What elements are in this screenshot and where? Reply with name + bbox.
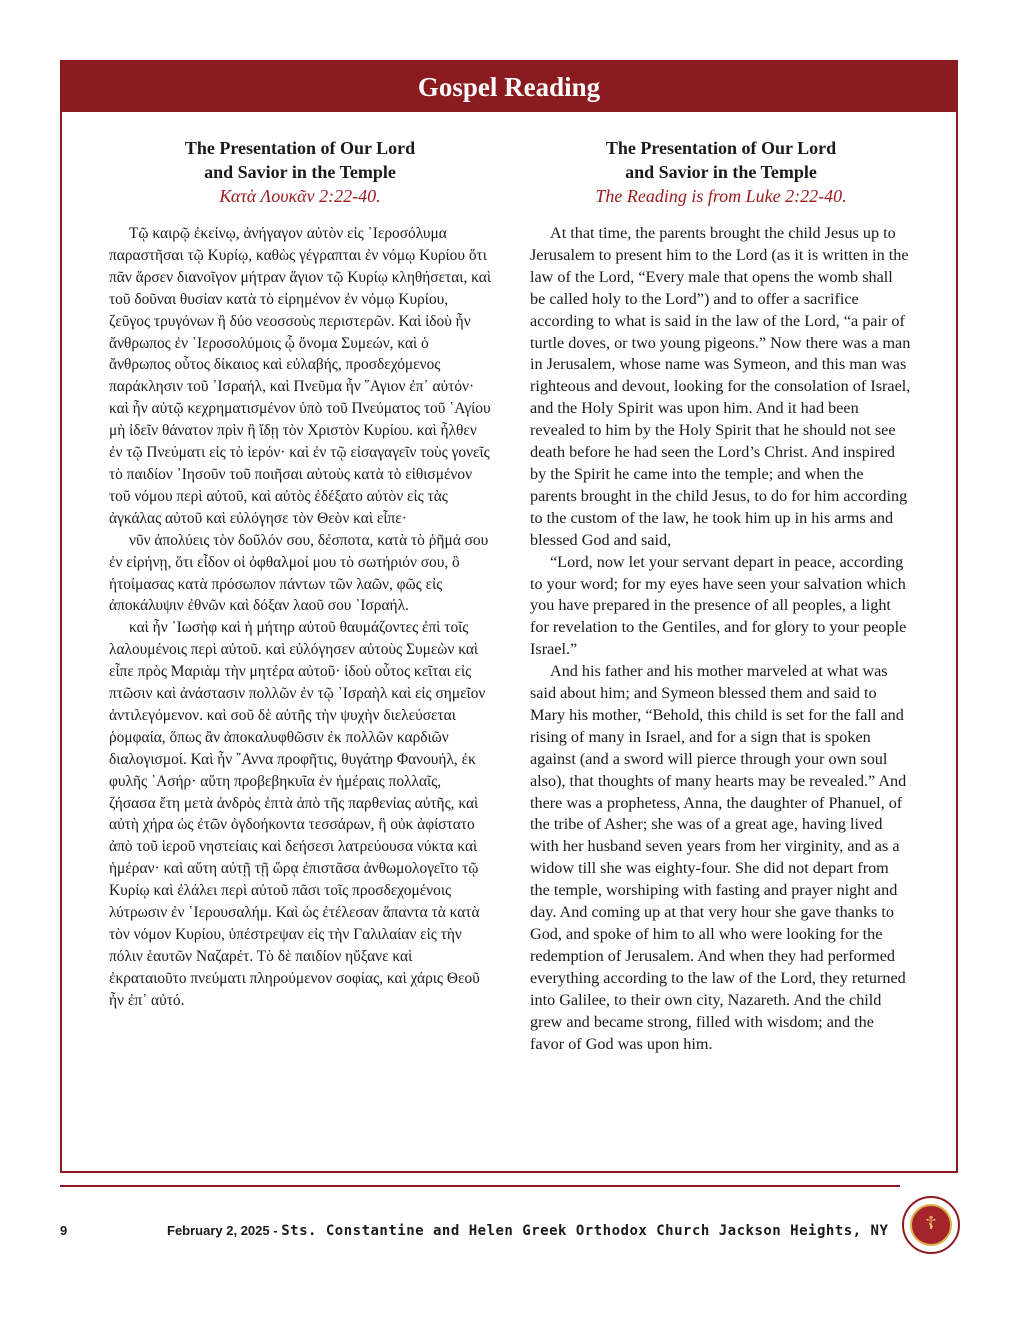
greek-paragraph: Τῷ καιρῷ ἐκείνῳ, ἀνήγαγον αὐτὸν εἰς ῾Ιεροσόλυμα παραστῆσαι τῷ Κυρίῳ, καθὼς γέγραπται ἐν νόμῳ Κυρίου ὅτι πᾶν ἄρσεν διανοῖγον μήτραν ἅγιον τῷ Κυρίῳ κληθήσεται, καὶ τοῦ δοῦναι θυσίαν κατὰ τὸ εἰρημένον ἐν νόμῳ Κυρίου, ζεῦγος τρυγόνων ἢ δύο νεοσσοὺς περιστερῶν. Καὶ ἰδοὺ ἦν ἄνθρωπος ἐν ῾Ιεροσολύμοις ᾧ ὄνομα Συμεών, καὶ ὁ ἄνθρωπος οὗτος δίκαιος καὶ εὐλαβής, προσδεχόμενος παράκλησιν τοῦ ᾿Ισραήλ, καὶ Πνεῦμα ἦν ῞Αγιον ἐπ᾿ αὐτόν· καὶ ἦν αὐτῷ κεχρηματισμένον ὑπὸ τοῦ Πνεύματος τοῦ ῾Αγίου μὴ ἰδεῖν θάνατον πρὶν ἢ ἴδῃ τὸν Χριστὸν Κυρίου. καὶ ἦλθεν ἐν τῷ Πνεύματι εἰς τὸ ἱερόν· καὶ ἐν τῷ εἰσαγαγεῖν τοὺς γονεῖς τὸ παιδίον ᾿Ιησοῦν τοῦ ποιῆσαι αὐτοὺς κατὰ τὸ εἰθισμένον τοῦ νόμου περὶ αὐτοῦ, καὶ αὐτὸς ἐδέξατο αὐτὸν εἰς τὰς ἀγκάλας αὐτοῦ καὶ εὐλόγησε τὸν Θεὸν καὶ εἶπε· <box>109 225 491 527</box>
greek-heading-line1: The Presentation of Our Lord <box>184 138 416 158</box>
english-reference: The Reading is from Luke 2:22-40. <box>595 186 847 206</box>
greek-heading-line2: and Savior in the Temple <box>204 162 396 182</box>
gospel-frame <box>60 60 958 1173</box>
page-title: Gospel Reading <box>62 62 956 112</box>
english-text <box>530 223 912 1055</box>
english-heading <box>530 136 912 208</box>
english-column <box>530 136 912 1055</box>
footer-date: February 2, 2025 <box>167 1223 270 1238</box>
english-heading-line2: and Savior in the Temple <box>625 162 817 182</box>
page-number: 9 <box>60 1223 68 1238</box>
footer-line <box>167 1223 888 1239</box>
greek-heading <box>109 136 491 208</box>
footer-separator: - <box>273 1223 278 1238</box>
greek-text <box>109 223 491 1012</box>
footer-divider <box>60 1185 900 1187</box>
english-paragraph: At that time, the parents brought the child Jesus up to Jerusalem to present him to the Lord (as it is written in the law of the Lord, “Every male that opens the womb shall be called holy to the Lord”) and to offer a sacrifice according to what is said in the law of the Lord, “a pair of turtle doves, or two young pigeons.” Now there was a man in Jerusalem, whose name was Symeon, and this man was righteous and devout, looking for the consolation of Israel, and the Holy Spirit was upon him. And it had been revealed to him by the Holy Spirit that he should not see death before he had seen the Lord’s Christ. And inspired by the Spirit he came into the temple; and when the parents brought in the child Jesus, to do for him according to the custom of the law, he took him up in his arms and blessed God and said, <box>530 224 911 549</box>
greek-reference: Κατὰ Λουκᾶν 2:22-40. <box>219 186 381 206</box>
english-paragraph: And his father and his mother marveled at what was said about him; and Symeon blessed them and said to Mary his mother, “Behold, this child is set for the fall and rising of many in Israel, and for a sign that is spoken against (and a sword will pierce through your own soul also), that thoughts of many hearts may be revealed.” And there was a prophetess, Anna, the daughter of Phanuel, of the tribe of Asher; she was of a great age, having lived with her husband seven years from her virginity, and as a widow till she was eighty-four. She did not depart from the temple, worshiping with fasting and prayer night and day. And coming up at that very hour she gave thanks to God, and spoke of him to all who were looking for the redemption of Jerusalem. And when they had performed everything according to the law of the Lord, they returned into Galilee, to their own city, Nazareth. And the child grew and became strong, filled with wisdom; and the favor of God was upon him. <box>530 662 907 1053</box>
church-seal-icon: ☦ <box>902 1196 960 1254</box>
english-heading-line1: The Presentation of Our Lord <box>605 138 837 158</box>
english-paragraph: “Lord, now let your servant depart in peace, according to your word; for my eyes have seen your salvation which you have prepared in the presence of all peoples, a light for revelation to the Gentiles, and for glory to your people Israel.” <box>530 552 907 659</box>
greek-paragraph: νῦν ἀπολύεις τὸν δοῦλόν σου, δέσποτα, κατὰ τὸ ῥῆμά σου ἐν εἰρήνῃ, ὅτι εἶδον οἱ ὀφθαλμοί μου τὸ σωτήριόν σου, ὃ ἡτοίμασας κατὰ πρόσωπον πάντων τῶν λαῶν, φῶς εἰς ἀποκάλυψιν ἐθνῶν καὶ δόξαν λαοῦ σου ᾿Ισραήλ. <box>109 531 489 615</box>
greek-column <box>109 136 491 1012</box>
greek-paragraph: καὶ ἦν ᾿Ιωσὴφ καὶ ἡ μήτηρ αὐτοῦ θαυμάζοντες ἐπὶ τοῖς λαλουμένοις περὶ αὐτοῦ. καὶ εὐλόγησεν αὐτοὺς Συμεὼν καὶ εἶπε πρὸς Μαριὰμ τὴν μητέρα αὐτοῦ· ἰδοὺ οὗτος κεῖται εἰς πτῶσιν καὶ ἀνάστασιν πολλῶν ἐν τῷ ᾿Ισραὴλ καὶ εἰς σημεῖον ἀντιλεγόμενον. καὶ σοῦ δὲ αὐτῆς τὴν ψυχὴν διελεύσεται ῥομφαία, ὅπως ἂν ἀποκαλυφθῶσιν ἐκ πολλῶν καρδιῶν διαλογισμοί. Καὶ ἦν ῎Αννα προφῆτις, θυγάτηρ Φανουήλ, ἐκ φυλῆς ᾿Ασήρ· αὕτη προβεβηκυῖα ἐν ἡμέραις πολλαῖς, ζήσασα ἔτη μετὰ ἀνδρὸς ἑπτὰ ἀπὸ τῆς παρθενίας αὐτῆς, καὶ αὐτὴ χήρα ὡς ἐτῶν ὀγδοήκοντα τεσσάρων, ἣ οὐκ ἀφίστατο ἀπὸ τοῦ ἱεροῦ νηστείαις καὶ δεήσεσι λατρεύουσα νύκτα καὶ ἡμέραν· καὶ αὕτη αὐτῇ τῇ ὥρᾳ ἐπιστᾶσα ἀνθωμολογεῖτο τῷ Κυρίῳ καὶ ἐλάλει περὶ αὐτοῦ πᾶσι τοῖς προσδεχομένοις λύτρωσιν ἐν ῾Ιερουσαλήμ. Καὶ ὡς ἐτέλεσαν ἅπαντα τὰ κατὰ τὸν νόμον Κυρίου, ὑπέστρεψαν εἰς τὴν Γαλιλαίαν εἰς τὴν πόλιν ἑαυτῶν Ναζαρέτ. Τὸ δὲ παιδίον ηὔξανε καὶ ἐκραταιοῦτο πνεύματι πληρούμενον σοφίας, καὶ χάρις Θεοῦ ἦν ἐπ᾿ αὐτό. <box>109 619 486 1009</box>
footer-church-name: Sts. Constantine and Helen Greek Orthodox Church Jackson Heights, NY <box>281 1223 889 1239</box>
